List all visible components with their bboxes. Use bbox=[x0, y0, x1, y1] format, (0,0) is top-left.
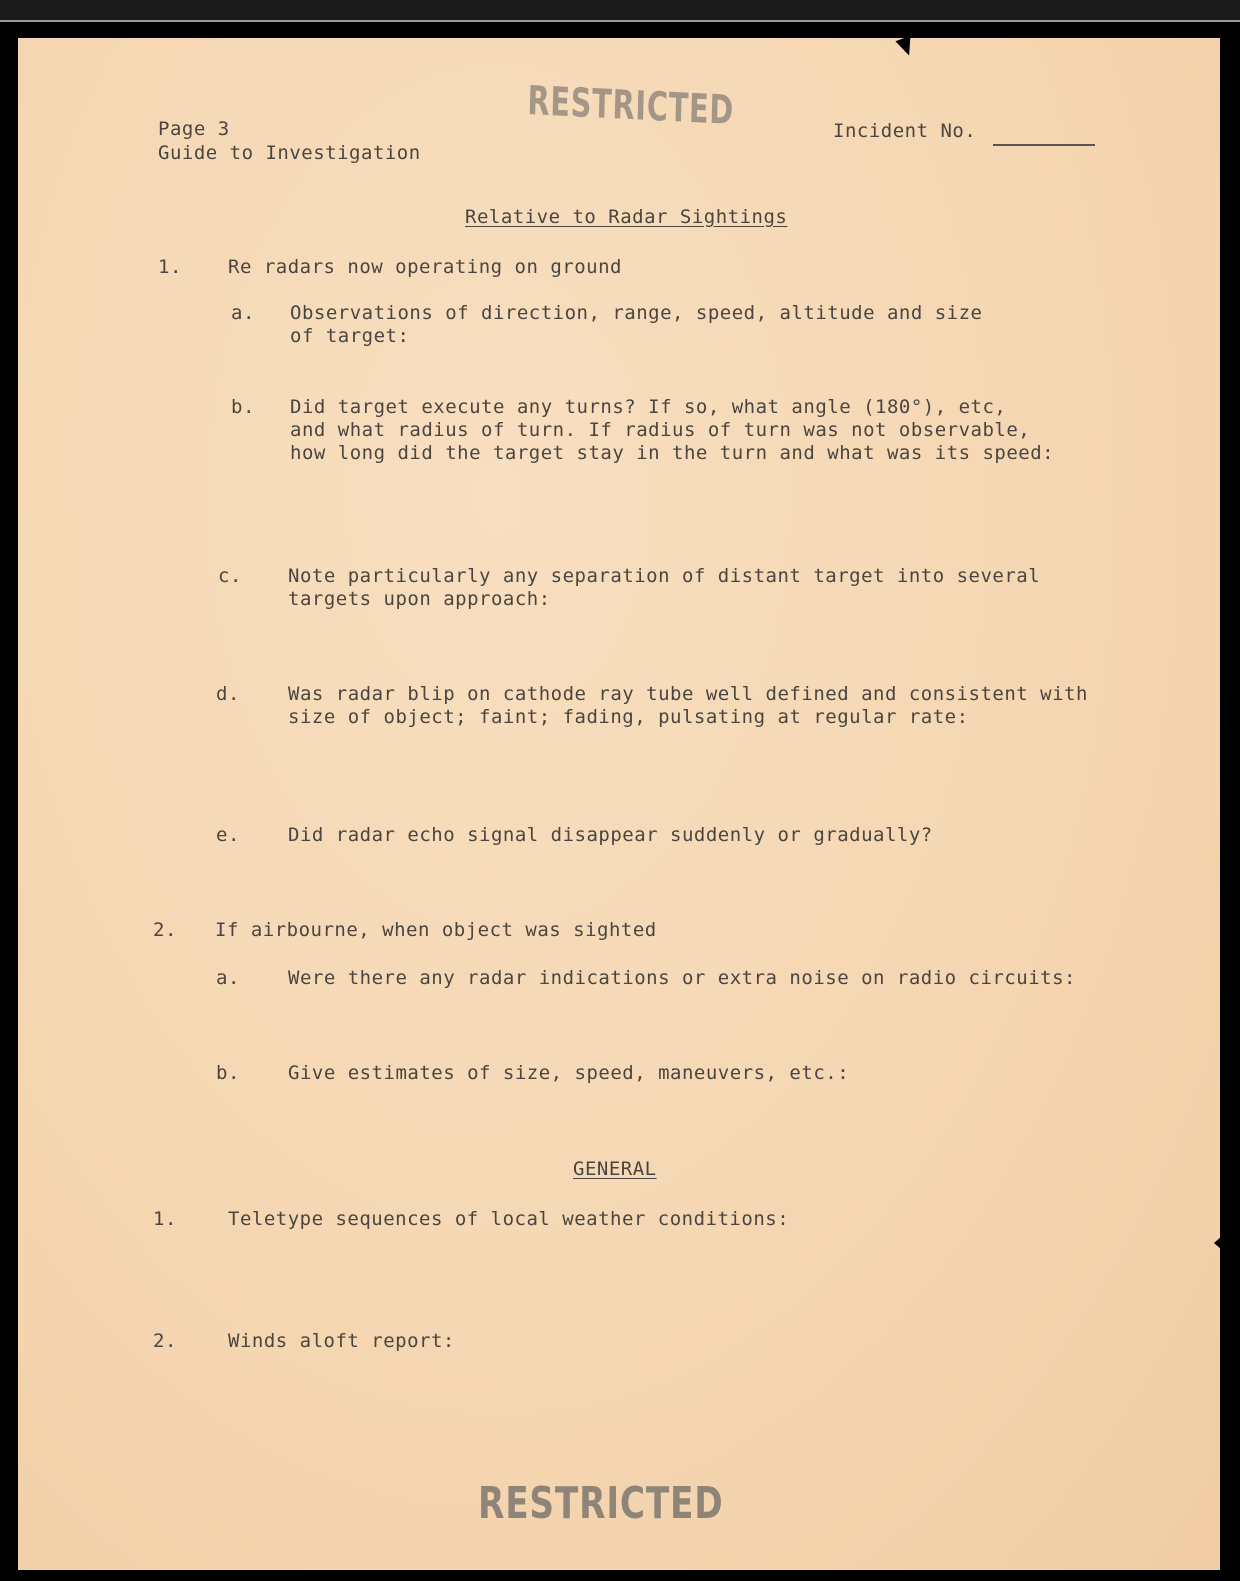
page-number: Page 3 bbox=[158, 118, 230, 140]
document-page bbox=[18, 38, 1220, 1570]
sub-line: targets upon approach: bbox=[288, 588, 551, 610]
sub-letter: e. bbox=[216, 824, 240, 846]
sub-line: and what radius of turn. If radius of turn was not observable, bbox=[290, 419, 1031, 441]
item-number: 1. bbox=[158, 256, 182, 278]
sub-line: Was radar blip on cathode ray tube well defined and consistent with bbox=[288, 683, 1088, 705]
sub-line: Give estimates of size, speed, maneuvers, etc.: bbox=[288, 1062, 850, 1084]
sub-line: Note particularly any separation of distant target into several bbox=[288, 565, 1041, 587]
incident-label: Incident No. bbox=[833, 120, 977, 142]
general-item-text: Winds aloft report: bbox=[228, 1330, 455, 1352]
sub-letter: a. bbox=[231, 302, 255, 324]
general-item-text: Teletype sequences of local weather conditions: bbox=[228, 1208, 790, 1230]
item-text: Re radars now operating on ground bbox=[228, 256, 622, 278]
restricted-stamp-bottom: RESTRICTED bbox=[478, 1478, 724, 1529]
scan-top-border bbox=[0, 0, 1240, 22]
document-subtitle: Guide to Investigation bbox=[158, 142, 421, 164]
sub-line: how long did the target stay in the turn and what was its speed: bbox=[290, 442, 1055, 464]
sub-letter: b. bbox=[231, 396, 255, 418]
restricted-stamp-top: RESTRICTED bbox=[526, 78, 735, 134]
section-title-radar: Relative to Radar Sightings bbox=[465, 206, 788, 228]
sub-line: size of object; faint; fading, pulsating at regular rate: bbox=[288, 706, 969, 728]
sub-letter: c. bbox=[218, 565, 242, 587]
sub-line: of target: bbox=[290, 325, 410, 347]
sub-letter: a. bbox=[216, 967, 240, 989]
general-item-number: 1. bbox=[153, 1208, 177, 1230]
sub-letter: b. bbox=[216, 1062, 240, 1084]
sub-line: Were there any radar indications or extra noise on radio circuits: bbox=[288, 967, 1076, 989]
sub-line: Observations of direction, range, speed, altitude and size bbox=[290, 302, 983, 324]
item-number: 2. bbox=[153, 919, 177, 941]
corner-mark bbox=[895, 36, 916, 58]
incident-number-blank bbox=[993, 144, 1095, 146]
sub-line: Did target execute any turns? If so, what angle (180°), etc, bbox=[290, 396, 1007, 418]
side-mark bbox=[1214, 1236, 1222, 1250]
sub-letter: d. bbox=[216, 683, 240, 705]
general-item-number: 2. bbox=[153, 1330, 177, 1352]
item-text: If airbourne, when object was sighted bbox=[215, 919, 657, 941]
section-title-general: GENERAL bbox=[573, 1158, 657, 1180]
sub-line: Did radar echo signal disappear suddenly or gradually? bbox=[288, 824, 933, 846]
